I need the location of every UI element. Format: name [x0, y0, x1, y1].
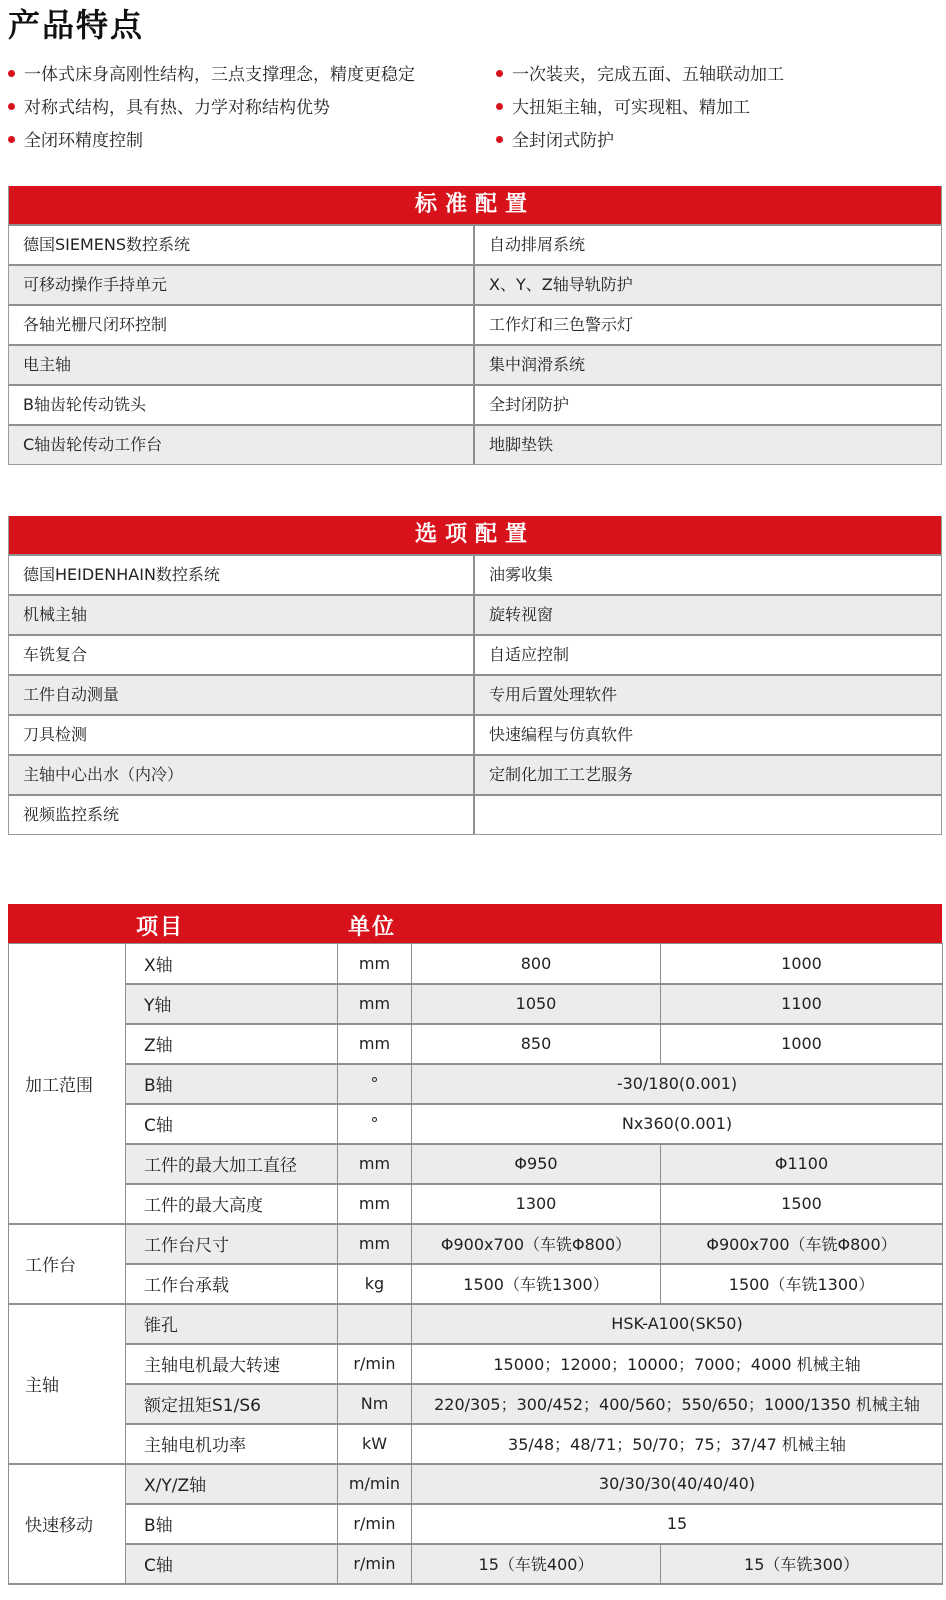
spec-value: 1000	[661, 944, 943, 984]
standard-config-heading: 标准配置	[9, 186, 941, 224]
table-cell: 可移动操作手持单元	[9, 266, 475, 304]
spec-unit: mm	[338, 1024, 412, 1064]
spec-table	[8, 904, 942, 1585]
spec-unit: m/min	[338, 1464, 412, 1504]
spec-value: 1300	[412, 1184, 661, 1224]
spec-item: 额定扭矩S1/S6	[126, 1384, 338, 1424]
spec-value: 35/48；48/71；50/70；75；37/47 机械主轴	[412, 1424, 943, 1464]
table-row	[9, 1104, 943, 1144]
group-label: 加工范围	[9, 944, 126, 1224]
table-cell: 各轴光栅尺闭环控制	[9, 306, 475, 344]
header-unit: 单位	[348, 915, 397, 940]
spec-unit	[338, 1304, 412, 1344]
spec-value: 800	[412, 944, 661, 984]
table-row	[9, 594, 941, 634]
bullet-icon	[496, 70, 503, 77]
table-cell: 电主轴	[9, 346, 475, 384]
spec-table-header	[8, 904, 942, 943]
spec-unit: kg	[338, 1264, 412, 1304]
table-row	[9, 1464, 943, 1504]
spec-value: 15	[412, 1504, 943, 1544]
table-row	[9, 384, 941, 424]
spec-value: Nx360(0.001)	[412, 1104, 943, 1144]
table-cell: 主轴中心出水（内冷）	[9, 756, 475, 794]
spec-unit: mm	[338, 944, 412, 984]
spec-item: 工件的最大高度	[126, 1184, 338, 1224]
spec-item: B轴	[126, 1064, 338, 1104]
group-label: 工作台	[9, 1224, 126, 1304]
table-cell: 自动排屑系统	[489, 235, 586, 254]
table-cell: 德国HEIDENHAIN数控系统	[9, 556, 475, 594]
table-row	[9, 304, 941, 344]
spec-item: B轴	[126, 1504, 338, 1544]
spec-value: 1500（车铣1300）	[661, 1264, 943, 1304]
table-row	[9, 1184, 943, 1224]
spec-value: HSK-A100(SK50)	[412, 1304, 943, 1344]
feature-item: 对称式结构，具有热、力学对称结构优势	[8, 93, 330, 118]
spec-value: 1000	[661, 1024, 943, 1064]
table-row	[9, 674, 941, 714]
bullet-icon	[8, 103, 15, 110]
spec-value: Φ900x700（车铣Φ800）	[661, 1224, 943, 1264]
spec-value: 1050	[412, 984, 661, 1024]
table-row	[9, 554, 941, 594]
spec-item: 工作台尺寸	[126, 1224, 338, 1264]
table-cell: 地脚垫铁	[489, 435, 554, 454]
spec-value: 30/30/30(40/40/40)	[412, 1464, 943, 1504]
table-row	[9, 754, 941, 794]
table-cell: B轴齿轮传动铣头	[9, 386, 475, 424]
table-cell: 专用后置处理软件	[489, 685, 618, 704]
table-cell: 定制化加工工艺服务	[489, 765, 634, 784]
table-cell: 德国SIEMENS数控系统	[9, 226, 475, 264]
spec-item: 主轴电机功率	[126, 1424, 338, 1464]
table-row	[9, 1264, 943, 1304]
table-row	[9, 984, 943, 1024]
feature-item: 全闭环精度控制	[8, 126, 143, 151]
spec-value: Φ950	[412, 1144, 661, 1184]
table-row	[9, 634, 941, 674]
spec-unit: mm	[338, 1144, 412, 1184]
spec-unit: r/min	[338, 1344, 412, 1384]
spec-value: 1100	[661, 984, 943, 1024]
table-row	[9, 1544, 943, 1584]
feature-item: 一次装夹，完成五面、五轴联动加工	[496, 60, 784, 85]
spec-value: 1500（车铣1300）	[412, 1264, 661, 1304]
spec-table-body	[8, 943, 943, 1585]
spec-unit: mm	[338, 1224, 412, 1264]
table-cell: 刀具检测	[9, 716, 475, 754]
spec-value: 15（车铣400）	[412, 1544, 661, 1584]
spec-item: 工作台承载	[126, 1264, 338, 1304]
spec-value: Φ900x700（车铣Φ800）	[412, 1224, 661, 1264]
spec-unit: mm	[338, 1184, 412, 1224]
table-row	[9, 1024, 943, 1064]
table-row	[9, 714, 941, 754]
spec-unit: Nm	[338, 1384, 412, 1424]
spec-item: X轴	[126, 944, 338, 984]
table-row	[9, 344, 941, 384]
table-row	[9, 424, 941, 464]
group-label: 快速移动	[9, 1464, 126, 1584]
table-cell	[475, 796, 941, 834]
table-row	[9, 794, 941, 834]
spec-item: Y轴	[126, 984, 338, 1024]
spec-item: Z轴	[126, 1024, 338, 1064]
spec-item: 主轴电机最大转速	[126, 1344, 338, 1384]
spec-item: X/Y/Z轴	[126, 1464, 338, 1504]
spec-value: -30/180(0.001)	[412, 1064, 943, 1104]
table-cell: 机械主轴	[9, 596, 475, 634]
table-cell: 车铣复合	[9, 636, 475, 674]
table-cell: 自适应控制	[489, 645, 570, 664]
optional-config-heading: 选项配置	[9, 516, 941, 554]
spec-item: C轴	[126, 1104, 338, 1144]
table-row	[9, 224, 941, 264]
bullet-icon	[8, 136, 15, 143]
bullet-icon	[496, 136, 503, 143]
spec-value: Φ1100	[661, 1144, 943, 1184]
spec-value: 1500	[661, 1184, 943, 1224]
spec-value: 850	[412, 1024, 661, 1064]
table-cell: 工作灯和三色警示灯	[489, 315, 634, 334]
spec-unit: r/min	[338, 1544, 412, 1584]
table-row	[9, 1144, 943, 1184]
spec-item: 工件的最大加工直径	[126, 1144, 338, 1184]
header-item: 项目	[136, 915, 185, 940]
table-cell: 全封闭防护	[489, 395, 570, 414]
table-row	[9, 1064, 943, 1104]
spec-unit: r/min	[338, 1504, 412, 1544]
feature-item: 全封闭式防护	[496, 126, 614, 151]
table-cell: C轴齿轮传动工作台	[9, 426, 475, 464]
table-row	[9, 944, 943, 984]
bullet-icon	[8, 70, 15, 77]
feature-item: 一体式床身高刚性结构，三点支撑理念，精度更稳定	[8, 60, 415, 85]
spec-item: 锥孔	[126, 1304, 338, 1344]
spec-value: 220/305；300/452；400/560；550/650；1000/1350 机械主轴	[412, 1384, 943, 1424]
feature-item: 大扭矩主轴，可实现粗、精加工	[496, 93, 750, 118]
table-cell: 工件自动测量	[9, 676, 475, 714]
table-row	[9, 264, 941, 304]
bullet-icon	[496, 103, 503, 110]
spec-unit: mm	[338, 984, 412, 1024]
group-label: 主轴	[9, 1304, 126, 1464]
table-row	[9, 1344, 943, 1384]
table-row	[9, 1304, 943, 1344]
table-cell: 视频监控系统	[9, 796, 475, 834]
table-cell: X、Y、Z轴导轨防护	[489, 275, 633, 294]
spec-value: 15000；12000；10000；7000；4000 机械主轴	[412, 1344, 943, 1384]
table-row	[9, 1424, 943, 1464]
spec-item: C轴	[126, 1544, 338, 1584]
spec-unit: kW	[338, 1424, 412, 1464]
spec-unit: °	[338, 1064, 412, 1104]
table-row	[9, 1504, 943, 1544]
spec-value: 15（车铣300）	[661, 1544, 943, 1584]
table-row	[9, 1384, 943, 1424]
standard-config-table	[8, 186, 942, 465]
table-row	[9, 1224, 943, 1264]
table-cell: 油雾收集	[489, 565, 554, 584]
table-cell: 快速编程与仿真软件	[489, 725, 634, 744]
spec-unit: °	[338, 1104, 412, 1144]
table-cell: 旋转视窗	[489, 605, 554, 624]
table-cell: 集中润滑系统	[489, 355, 586, 374]
page-title: 产品特点	[8, 6, 145, 44]
optional-config-table	[8, 516, 942, 835]
